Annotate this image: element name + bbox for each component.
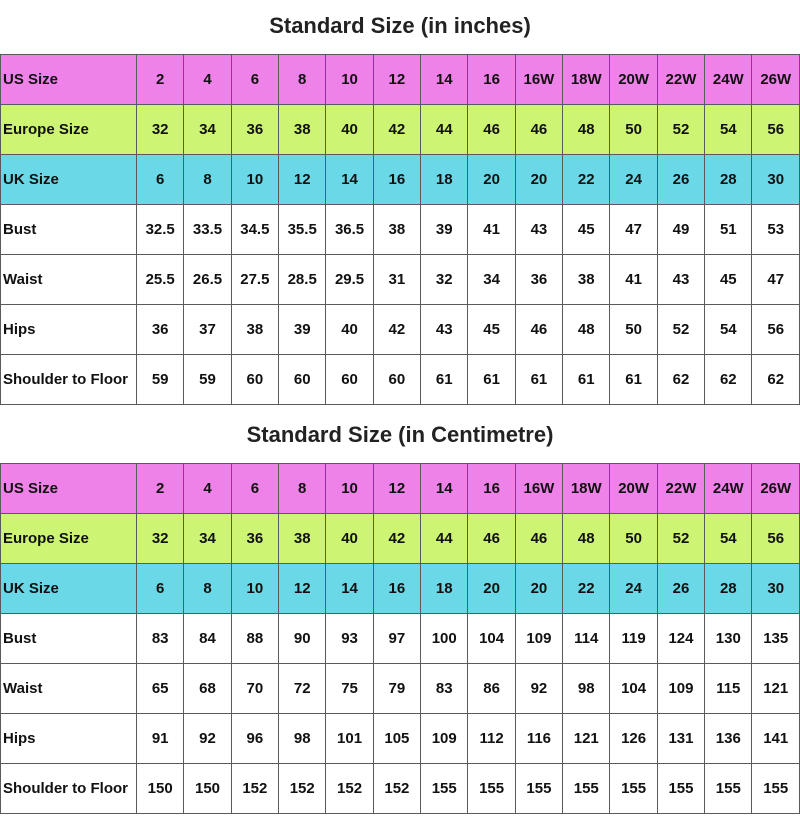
size-cell: 152 [279, 764, 326, 814]
size-cell: 45 [468, 305, 515, 355]
row-label: Shoulder to Floor [1, 764, 137, 814]
size-cell: 38 [231, 305, 278, 355]
size-cell: 121 [752, 664, 800, 714]
size-cell: 26 [657, 564, 704, 614]
row-label: Bust [1, 205, 137, 255]
size-cell: 14 [326, 564, 373, 614]
size-cell: 51 [705, 205, 752, 255]
size-cell: 155 [705, 764, 752, 814]
size-cell: 18 [421, 155, 468, 205]
size-cell: 38 [373, 205, 420, 255]
inches-table-body [1, 55, 800, 405]
size-cell: 22 [563, 155, 610, 205]
size-cell: 16 [373, 564, 420, 614]
size-cell: 8 [279, 55, 326, 105]
size-cell: 130 [705, 614, 752, 664]
inches-row-europe-size [1, 105, 800, 155]
size-cell: 26W [752, 464, 800, 514]
size-cell: 116 [515, 714, 562, 764]
size-cell: 135 [752, 614, 800, 664]
size-cell: 22 [563, 564, 610, 614]
size-cell: 26.5 [184, 255, 231, 305]
row-label: Waist [1, 255, 137, 305]
size-cell: 40 [326, 105, 373, 155]
size-cell: 46 [515, 514, 562, 564]
size-cell: 4 [184, 464, 231, 514]
size-cell: 52 [657, 514, 704, 564]
size-cell: 16 [468, 55, 515, 105]
size-cell: 155 [468, 764, 515, 814]
size-cell: 32 [137, 514, 184, 564]
size-cell: 8 [279, 464, 326, 514]
size-cell: 92 [515, 664, 562, 714]
size-cell: 152 [231, 764, 278, 814]
size-cell: 155 [515, 764, 562, 814]
size-cell: 6 [137, 155, 184, 205]
size-cell: 96 [231, 714, 278, 764]
size-cell: 26 [657, 155, 704, 205]
size-cell: 91 [137, 714, 184, 764]
size-cell: 52 [657, 305, 704, 355]
row-label: Hips [1, 305, 137, 355]
size-cell: 104 [610, 664, 657, 714]
size-cell: 46 [468, 514, 515, 564]
size-cell: 39 [421, 205, 468, 255]
size-cell: 59 [184, 355, 231, 405]
size-cell: 20 [468, 564, 515, 614]
size-cell: 97 [373, 614, 420, 664]
size-cell: 6 [231, 464, 278, 514]
size-cell: 155 [610, 764, 657, 814]
size-cell: 8 [184, 564, 231, 614]
size-cell: 61 [610, 355, 657, 405]
size-cell: 28 [705, 564, 752, 614]
size-cell: 18W [563, 55, 610, 105]
size-cell: 25.5 [137, 255, 184, 305]
size-cell: 84 [184, 614, 231, 664]
size-cell: 24 [610, 155, 657, 205]
size-cell: 20 [515, 155, 562, 205]
size-cell: 12 [279, 564, 326, 614]
size-cell: 131 [657, 714, 704, 764]
size-cell: 50 [610, 514, 657, 564]
centimetre-row-hips [1, 714, 800, 764]
size-cell: 20W [610, 55, 657, 105]
size-cell: 61 [421, 355, 468, 405]
size-cell: 22W [657, 55, 704, 105]
size-cell: 48 [563, 105, 610, 155]
size-cell: 33.5 [184, 205, 231, 255]
centimetre-row-bust [1, 614, 800, 664]
size-cell: 30 [752, 564, 800, 614]
size-cell: 152 [326, 764, 373, 814]
size-cell: 36 [231, 105, 278, 155]
size-cell: 136 [705, 714, 752, 764]
centimetre-table-title: Standard Size (in Centimetre) [246, 422, 554, 447]
size-cell: 44 [421, 105, 468, 155]
size-cell: 12 [279, 155, 326, 205]
inches-row-shoulder-to-floor [1, 355, 800, 405]
size-cell: 70 [231, 664, 278, 714]
size-cell: 4 [184, 55, 231, 105]
size-cell: 14 [421, 55, 468, 105]
size-cell: 8 [184, 155, 231, 205]
size-cell: 112 [468, 714, 515, 764]
size-cell: 6 [137, 564, 184, 614]
size-cell: 109 [657, 664, 704, 714]
size-cell: 152 [373, 764, 420, 814]
size-cell: 109 [421, 714, 468, 764]
size-cell: 109 [515, 614, 562, 664]
size-cell: 124 [657, 614, 704, 664]
size-cell: 40 [326, 305, 373, 355]
size-cell: 50 [610, 105, 657, 155]
size-cell: 47 [610, 205, 657, 255]
size-cell: 2 [137, 55, 184, 105]
size-cell: 14 [421, 464, 468, 514]
size-cell: 37 [184, 305, 231, 355]
size-cell: 46 [515, 305, 562, 355]
size-cell: 93 [326, 614, 373, 664]
size-cell: 16W [515, 55, 562, 105]
size-cell: 32 [137, 105, 184, 155]
size-cell: 101 [326, 714, 373, 764]
size-cell: 90 [279, 614, 326, 664]
size-cell: 61 [468, 355, 515, 405]
row-label: Europe Size [1, 105, 137, 155]
size-cell: 155 [421, 764, 468, 814]
size-cell: 59 [137, 355, 184, 405]
size-cell: 28 [705, 155, 752, 205]
size-cell: 104 [468, 614, 515, 664]
size-cell: 150 [137, 764, 184, 814]
size-cell: 155 [752, 764, 800, 814]
inches-size-table [0, 54, 800, 405]
size-cell: 60 [326, 355, 373, 405]
size-cell: 45 [563, 205, 610, 255]
size-cell: 24W [705, 464, 752, 514]
size-cell: 68 [184, 664, 231, 714]
size-cell: 42 [373, 514, 420, 564]
size-cell: 48 [563, 305, 610, 355]
size-cell: 88 [231, 614, 278, 664]
size-cell: 52 [657, 105, 704, 155]
size-cell: 34.5 [231, 205, 278, 255]
size-cell: 75 [326, 664, 373, 714]
size-cell: 16 [468, 464, 515, 514]
size-cell: 2 [137, 464, 184, 514]
size-cell: 43 [657, 255, 704, 305]
size-cell: 38 [279, 105, 326, 155]
centimetre-row-waist [1, 664, 800, 714]
size-cell: 47 [752, 255, 800, 305]
size-cell: 98 [279, 714, 326, 764]
size-cell: 38 [563, 255, 610, 305]
size-cell: 14 [326, 155, 373, 205]
size-cell: 24W [705, 55, 752, 105]
inches-row-hips [1, 305, 800, 355]
size-cell: 49 [657, 205, 704, 255]
size-cell: 50 [610, 305, 657, 355]
size-cell: 30 [752, 155, 800, 205]
size-cell: 20W [610, 464, 657, 514]
size-cell: 6 [231, 55, 278, 105]
size-cell: 10 [231, 155, 278, 205]
row-label: Bust [1, 614, 137, 664]
size-cell: 34 [184, 105, 231, 155]
row-label: US Size [1, 464, 137, 514]
size-cell: 42 [373, 305, 420, 355]
size-cell: 83 [421, 664, 468, 714]
size-cell: 39 [279, 305, 326, 355]
size-cell: 56 [752, 305, 800, 355]
size-cell: 18 [421, 564, 468, 614]
size-cell: 92 [184, 714, 231, 764]
size-cell: 43 [421, 305, 468, 355]
size-cell: 65 [137, 664, 184, 714]
size-cell: 43 [515, 205, 562, 255]
size-cell: 45 [705, 255, 752, 305]
centimetre-row-shoulder-to-floor [1, 764, 800, 814]
size-cell: 62 [752, 355, 800, 405]
centimetre-row-us-size [1, 464, 800, 514]
size-cell: 48 [563, 514, 610, 564]
size-cell: 121 [563, 714, 610, 764]
size-cell: 27.5 [231, 255, 278, 305]
size-cell: 72 [279, 664, 326, 714]
size-cell: 54 [705, 305, 752, 355]
size-cell: 54 [705, 514, 752, 564]
size-cell: 34 [184, 514, 231, 564]
row-label: Waist [1, 664, 137, 714]
size-cell: 40 [326, 514, 373, 564]
inches-table-title: Standard Size (in inches) [269, 13, 531, 38]
size-cell: 98 [563, 664, 610, 714]
centimetre-row-europe-size [1, 514, 800, 564]
size-cell: 12 [373, 464, 420, 514]
size-cell: 38 [279, 514, 326, 564]
inches-row-uk-size [1, 155, 800, 205]
size-cell: 62 [705, 355, 752, 405]
size-cell: 18W [563, 464, 610, 514]
size-cell: 36 [515, 255, 562, 305]
size-cell: 29.5 [326, 255, 373, 305]
size-cell: 24 [610, 564, 657, 614]
size-cell: 46 [468, 105, 515, 155]
size-cell: 150 [184, 764, 231, 814]
size-cell: 41 [610, 255, 657, 305]
size-cell: 10 [326, 464, 373, 514]
inches-row-us-size [1, 55, 800, 105]
size-cell: 53 [752, 205, 800, 255]
size-cell: 16 [373, 155, 420, 205]
size-cell: 56 [752, 514, 800, 564]
size-cell: 32 [421, 255, 468, 305]
size-cell: 26W [752, 55, 800, 105]
size-cell: 79 [373, 664, 420, 714]
size-cell: 16W [515, 464, 562, 514]
inches-row-waist [1, 255, 800, 305]
size-cell: 60 [373, 355, 420, 405]
size-cell: 20 [515, 564, 562, 614]
inches-row-bust [1, 205, 800, 255]
row-label: UK Size [1, 564, 137, 614]
centimetre-size-table [0, 463, 800, 814]
size-cell: 12 [373, 55, 420, 105]
row-label: US Size [1, 55, 137, 105]
size-cell: 35.5 [279, 205, 326, 255]
size-cell: 41 [468, 205, 515, 255]
row-label: Europe Size [1, 514, 137, 564]
size-cell: 105 [373, 714, 420, 764]
size-cell: 22W [657, 464, 704, 514]
size-cell: 60 [279, 355, 326, 405]
size-cell: 141 [752, 714, 800, 764]
size-cell: 126 [610, 714, 657, 764]
centimetre-table-body [1, 464, 800, 814]
size-cell: 31 [373, 255, 420, 305]
size-cell: 10 [231, 564, 278, 614]
size-cell: 10 [326, 55, 373, 105]
size-cell: 114 [563, 614, 610, 664]
size-cell: 155 [657, 764, 704, 814]
size-cell: 155 [563, 764, 610, 814]
size-cell: 86 [468, 664, 515, 714]
size-cell: 34 [468, 255, 515, 305]
size-cell: 36 [137, 305, 184, 355]
size-cell: 44 [421, 514, 468, 564]
size-cell: 32.5 [137, 205, 184, 255]
size-cell: 62 [657, 355, 704, 405]
centimetre-row-uk-size [1, 564, 800, 614]
size-cell: 42 [373, 105, 420, 155]
size-cell: 60 [231, 355, 278, 405]
size-cell: 61 [515, 355, 562, 405]
size-cell: 36.5 [326, 205, 373, 255]
row-label: Shoulder to Floor [1, 355, 137, 405]
size-cell: 28.5 [279, 255, 326, 305]
row-label: Hips [1, 714, 137, 764]
size-cell: 56 [752, 105, 800, 155]
size-cell: 20 [468, 155, 515, 205]
size-cell: 115 [705, 664, 752, 714]
row-label: UK Size [1, 155, 137, 205]
size-cell: 54 [705, 105, 752, 155]
size-cell: 83 [137, 614, 184, 664]
size-cell: 119 [610, 614, 657, 664]
size-cell: 100 [421, 614, 468, 664]
size-cell: 61 [563, 355, 610, 405]
size-cell: 46 [515, 105, 562, 155]
size-cell: 36 [231, 514, 278, 564]
